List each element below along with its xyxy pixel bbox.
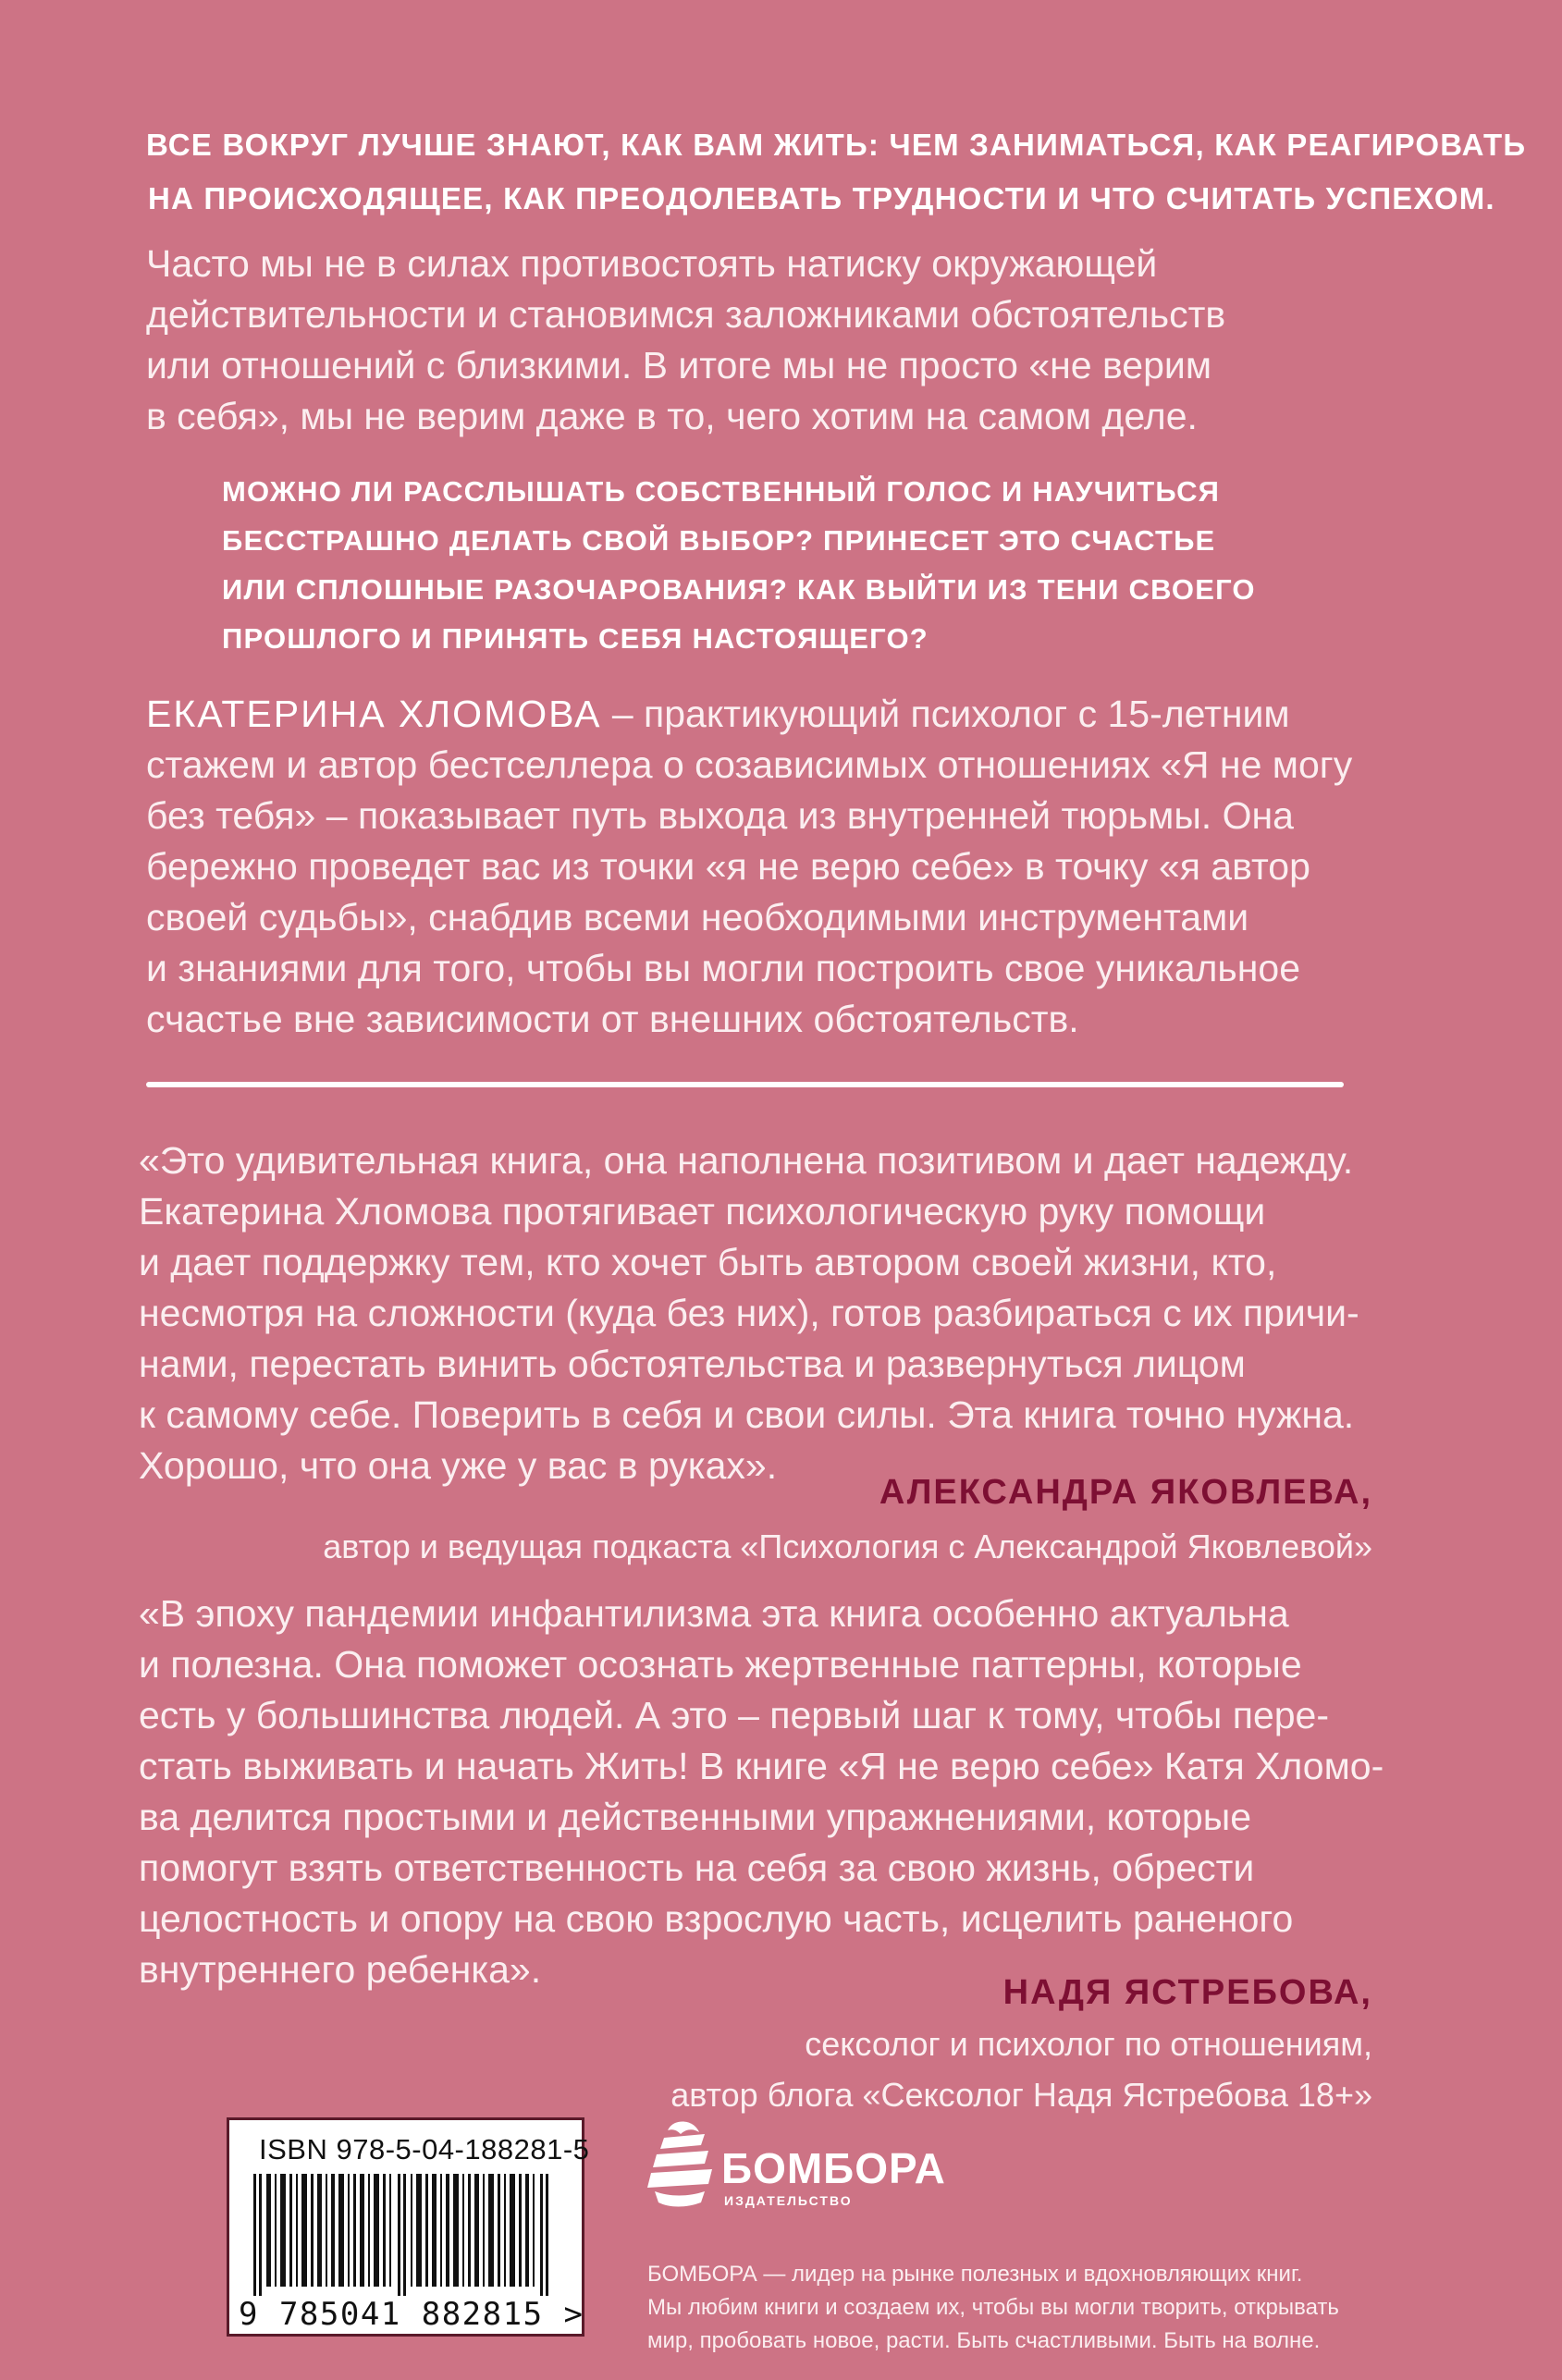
review-line: «В эпоху пандемии инфантилизма эта книга особенно актуальна	[139, 1592, 1289, 1635]
review-line: «Это удивительная книга, она наполнена позитивом и дает надежду.	[139, 1139, 1354, 1182]
review-2-text	[139, 1589, 1384, 1995]
intro-line: или отношений с близкими. В итоге мы не просто «не верим	[146, 344, 1212, 386]
review-2-role	[670, 2018, 1372, 2120]
publisher-description	[647, 2258, 1339, 2358]
lead-line: ВСЕ ВОКРУГ ЛУЧШЕ ЗНАЮТ, КАК ВАМ ЖИТЬ: ЧЕМ ЗАНИМАТЬСЯ, КАК РЕАГИРОВАТЬ	[146, 128, 1527, 162]
review-line: Хорошо, что она уже у вас в руках».	[139, 1444, 778, 1487]
isbn-barcode	[227, 2117, 590, 2337]
questions-line: ИЛИ СПЛОШНЫЕ РАЗОЧАРОВАНИЯ? КАК ВЫЙТИ ИЗ ТЕНИ СВОЕГО	[222, 573, 1256, 606]
review-line: и полезна. Она поможет осознать жертвенные паттерны, которые	[139, 1643, 1302, 1686]
review-line: и дает поддержку тем, кто хочет быть автором своей жизни, кто,	[139, 1241, 1277, 1283]
about-author-paragraph	[146, 689, 1352, 1045]
review-line: стать выживать и начать Жить! В книге «Я не верю себе» Катя Хломо-	[139, 1745, 1384, 1787]
review-line: к самому себе. Поверить в себя и свои силы. Эта книга точно нужна.	[139, 1393, 1355, 1436]
about-first-line-rest: – практикующий психолог с 15-летним	[601, 693, 1290, 735]
review-line: есть у большинства людей. А это – первый шаг к тому, чтобы пере-	[139, 1694, 1330, 1736]
intro-line: Часто мы не в силах противостоять натиску окружающей	[146, 242, 1158, 285]
questions-line: МОЖНО ЛИ РАССЛЫШАТЬ СОБСТВЕННЫЙ ГОЛОС И НАУЧИТЬСЯ	[222, 475, 1221, 508]
review-line: Екатерина Хломова протягивает психологическую руку помощи	[139, 1190, 1266, 1233]
review-line: внутреннего ребенка».	[139, 1948, 542, 1991]
intro-line: действительности и становимся заложниками обстоятельств	[146, 293, 1226, 336]
review-1-author: АЛЕКСАНДРА ЯКОВЛЕВА,	[879, 1473, 1372, 1512]
review-line: целостность и опору на свою взрослую часть, исцелить раненого	[139, 1897, 1294, 1940]
review-2-author: НАДЯ ЯСТРЕБОВА,	[1002, 1973, 1372, 2012]
section-divider	[146, 1082, 1344, 1087]
about-line: бережно проведет вас из точки «я не верю себе» в точку «я автор	[146, 845, 1310, 888]
about-line: своей судьбы», снабдив всеми необходимыми инструментами	[146, 896, 1249, 939]
about-first-line	[146, 689, 1352, 740]
about-line: счастье вне зависимости от внешних обстоятельств.	[146, 998, 1079, 1040]
questions-line: БЕССТРАШНО ДЕЛАТЬ СВОЙ ВЫБОР? ПРИНЕСЕТ ЭТО СЧАСТЬЕ	[222, 524, 1216, 557]
bombora-logo-icon	[647, 2117, 720, 2219]
review-line: нами, перестать винить обстоятельства и развернуться лицом	[139, 1343, 1246, 1385]
about-line: стажем и автор бестселлера о созависимых отношениях «Я не могу	[146, 743, 1353, 786]
about-line: без тебя» – показывает путь выхода из внутренней тюрьмы. Она	[146, 794, 1294, 837]
lead-line: НА ПРОИСХОДЯЩЕЕ, КАК ПРЕОДОЛЕВАТЬ ТРУДНОСТИ И ЧТО СЧИТАТЬ УСПЕХОМ.	[148, 181, 1495, 215]
review-2-role-line: автор блога «Сексолог Надя Ястребова 18+»	[670, 2076, 1372, 2114]
publisher-line: БОМБОРА — лидер на рынке полезных и вдохновляющих книг.	[647, 2262, 1303, 2287]
publisher-logo-name: БОМБОРА	[721, 2144, 946, 2192]
publisher-line: мир, пробовать новое, расти. Быть счастливыми. Быть на волне.	[647, 2328, 1321, 2353]
review-2-role-line: сексолог и психолог по отношениям,	[805, 2025, 1372, 2063]
intro-paragraph	[146, 239, 1225, 442]
review-1-role: автор и ведущая подкаста «Психология с Александрой Яковлевой»	[323, 1527, 1372, 1565]
questions-line: ПРОШЛОГО И ПРИНЯТЬ СЕБЯ НАСТОЯЩЕГО?	[222, 622, 929, 655]
intro-line: в себя», мы не верим даже в то, чего хотим на самом деле.	[146, 395, 1198, 437]
author-name: ЕКАТЕРИНА ХЛОМОВА	[146, 693, 602, 735]
questions-block	[222, 467, 1256, 663]
publisher-line: Мы любим книги и создаем их, чтобы вы могли творить, открывать	[647, 2295, 1339, 2320]
about-line: и знаниями для того, чтобы вы могли построить свое уникальное	[146, 947, 1301, 989]
barcode-digits: 9 785041 882815 >	[239, 2296, 584, 2333]
barcode-bars	[246, 2174, 570, 2296]
review-1-text	[139, 1135, 1359, 1491]
lead-text	[146, 118, 1527, 226]
review-line: несмотря на сложности (куда без них), готов разбираться с их причи-	[139, 1292, 1359, 1334]
isbn-number: ISBN 978-5-04-188281-5	[259, 2133, 590, 2165]
review-line: помогут взять ответственность на себя за свою жизнь, обрести	[139, 1846, 1255, 1889]
publisher-logo-subtitle: ИЗДАТЕЛЬСТВО	[724, 2193, 853, 2208]
review-line: ва делится простыми и действенными упражнениями, которые	[139, 1796, 1251, 1838]
